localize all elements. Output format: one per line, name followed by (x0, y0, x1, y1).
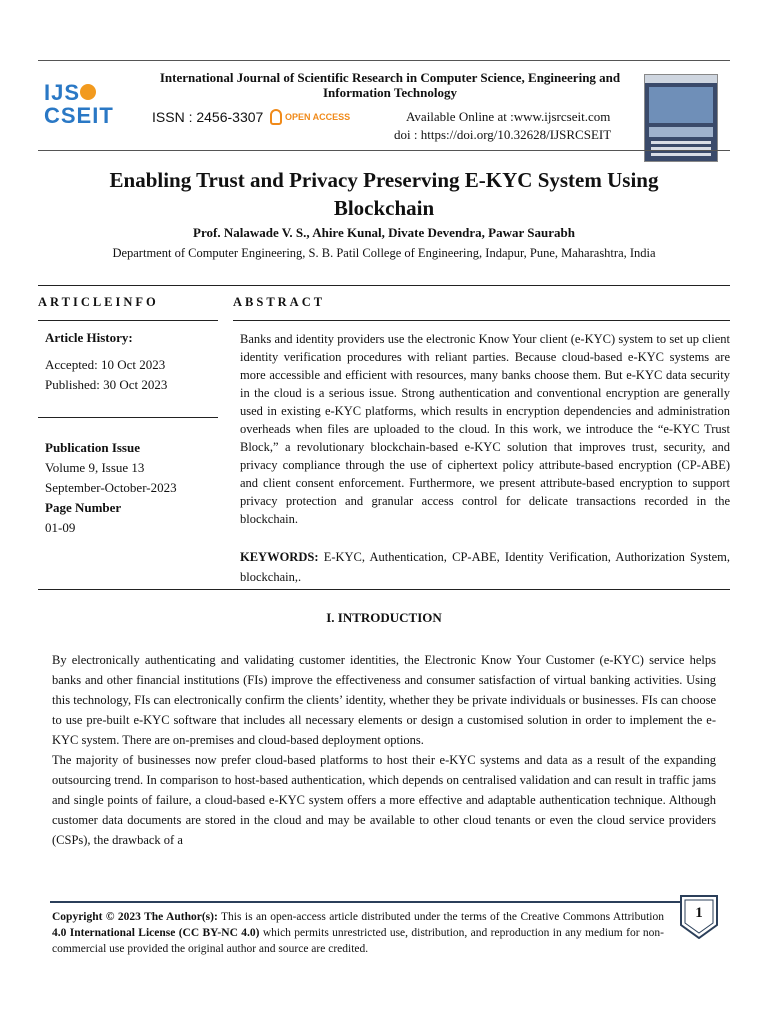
copyright-label: Copyright © 2023 The Author(s): (52, 911, 218, 923)
journal-title: International Journal of Scientific Research in Computer Science, Engineering and Information Technology (159, 70, 621, 100)
issue-period: September-October-2023 (45, 480, 177, 495)
page-number-label: Page Number (45, 500, 122, 515)
copyright-text-2: which permits unrestricted use, distribution, and reproduction in any medium for non-commercial use provided the original author and source are credited. (52, 927, 664, 955)
article-info-heading: ARTICLEINFO (38, 295, 159, 309)
authors: Prof. Nalawade V. S., Ahire Kunal, Divate Devendra, Pawar Saurabh (193, 225, 575, 240)
open-lock-icon (270, 109, 282, 125)
article-history-label: Article History: (45, 330, 133, 345)
info-bottom-rule (38, 589, 730, 590)
abstract-heading: ABSTRACT (233, 295, 326, 309)
open-access-badge (270, 104, 350, 130)
intro-paragraph-1: By electronically authenticating and validating customer identities, the Electronic Know Your Customer (e-KYC) service helps banks and other financial institutions (FIs) improve the effectiveness and consumer satisfaction of virtual banking activities. Using this technology, FIs can electronically confirm the clients’ identity, whether they be private individuals or businesses. FIs can choose to use pre-built e-KYC software that includes all necessary elements or design a customised solution in order to implement the e-KYC system. There are on-premises and cloud-based deployment options. (52, 653, 716, 747)
doi-link[interactable]: doi : https://doi.org/10.32628/IJSRCSEIT (394, 127, 612, 142)
header-top-rule (38, 60, 730, 61)
journal-logo (44, 82, 130, 132)
page-range: 01-09 (45, 520, 76, 535)
logo-ring-icon (80, 84, 96, 100)
keywords (240, 547, 730, 587)
copyright-text-1: This is an open-access article distributed under the terms of the Creative Commons Attribution (217, 911, 665, 923)
volume-issue: Volume 9, Issue 13 (45, 460, 145, 475)
publication-issue-label: Publication Issue (45, 440, 140, 455)
abstract-rule (233, 320, 730, 321)
page-number: 1 (695, 905, 703, 921)
introduction-body (52, 650, 716, 850)
intro-paragraph-2: The majority of businesses now prefer cloud-based platforms to host their e-KYC systems and data as a result of the expanding outsourcing trend. In comparison to host-based authentication, which depends on centralised validation and can result in traffic jams and single points of failure, a cloud-based e-KYC system offers a more effective and adaptable authentication technique. Although customer data documents are stored in the cloud and may be available to other cloud tenants or even the cloud service providers (CSPs), the drawback of a (52, 753, 716, 847)
paper-title: Enabling Trust and Privacy Preserving E-KYC System Using Blockchain (109, 168, 659, 220)
info-mid-rule (38, 417, 218, 418)
accepted-date: Accepted: 10 Oct 2023 (45, 357, 166, 372)
copyright-notice (52, 909, 664, 957)
journal-cover-image (644, 74, 718, 162)
license-name[interactable]: 4.0 International License (CC BY-NC 4.0) (52, 927, 260, 939)
introduction-heading: I. INTRODUCTION (326, 610, 442, 625)
keywords-label: KEYWORDS: (240, 550, 319, 564)
abstract-text: Banks and identity providers use the electronic Know Your client (e-KYC) system to set up client identity verification procedures with reliant parties. Because cloud-based e-KYC systems are more accessible and efficient with resources, many banks choose them. But e-KYC data security in the cloud is a serious issue. Strong authentication and conventional encryption are generally used in existing e-KYC platforms, which results in encryption dependencies and administration overheads when files are uploaded to the cloud. In this work, we introduce the “e-KYC Trust Block,” a revolutionary blockchain-based e-KYC solution that improves trust, security, and privacy compliance through the use of ciphertext policy attribute-based encryption (CP-ABE) and client consent enforcement. Furthermore, we present attribute-based encryption to support privacy protection and granular access control for delicate transactions recorded in the blockchain. (240, 332, 730, 526)
info-left-rule (38, 320, 218, 321)
open-access-label: OPEN ACCESS (285, 112, 351, 122)
footer-rule (50, 901, 718, 903)
keywords-list: E-KYC, Authentication, CP-ABE, Identity Verification, Authorization System, blockchain,. (240, 550, 730, 584)
logo-text-top: IJS (44, 80, 81, 105)
page-number-badge (680, 895, 718, 939)
published-date: Published: 30 Oct 2023 (45, 377, 168, 392)
header-bottom-rule (38, 150, 730, 151)
logo-text-bottom: CSEIT (44, 103, 114, 128)
affiliation: Department of Computer Engineering, S. B. Patil College of Engineering, Indapur, Pune, Maharashtra, India (112, 246, 656, 260)
available-online[interactable]: Available Online at :www.ijsrcseit.com (406, 109, 611, 124)
issn: ISSN : 2456-3307 (152, 109, 264, 125)
info-top-rule (38, 285, 730, 286)
